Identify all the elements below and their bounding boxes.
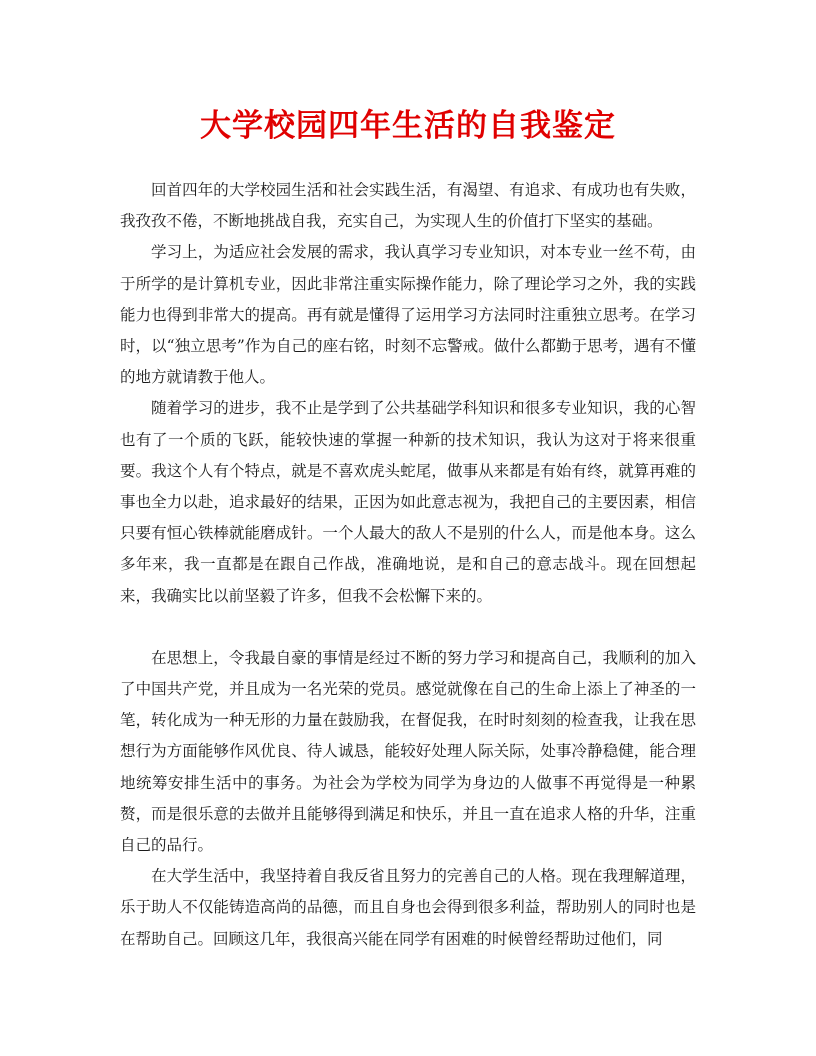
paragraph-study: 学习上，为适应社会发展的需求，我认真学习专业知识，对本专业一丝不苟，由于所学的是计算机专业，因此非常注重实际操作能力，除了理论学习之外，我的实践能力也得到非常大的提高。再有就是懂得了运用学习方法同时注重独立思考。在学习时，以“独立思考”作为自己的座右铭，时刻不忘警戒。做什么都勤于思考，遇有不懂的地方就请教于他人。 (120, 243, 696, 387)
paragraph-intro: 回首四年的大学校园生活和社会实践生活，有渴望、有追求、有成功也有失败，我孜孜不倦，不断地挑战自我，充实自己，为实现人生的价值打下坚实的基础。 (120, 181, 696, 231)
paragraph-life: 在大学生活中，我坚持着自我反省且努力的完善自己的人格。现在我理解道理，乐于助人不仅能铸造高尚的品德，而且自身也会得到很多利益，帮助别人的同时也是在帮助自己。回顾这几年，我很高兴能在同学有困难的时候曾经帮助过他们，同 (120, 867, 696, 948)
paragraph-ideology: 在思想上，令我最自豪的事情是经过不断的努力学习和提高自己，我顺利的加入了中国共产党，并且成为一名光荣的党员。感觉就像在自己的生命上添上了神圣的一笔，转化成为一种无形的力量在鼓励我，在督促我，在时时刻刻的检查我，让我在思想行为方面能够作风优良、待人诚恳，能较好处理人际关际，处事冷静稳健，能合理地统筹安排生活中的事务。为社会为学校为同学为身边的人做事不再觉得是一种累赘，而是很乐意的去做并且能够得到满足和快乐，并且一直在追求人格的升华，注重自己的品行。 (120, 648, 696, 855)
document-body (120, 175, 696, 955)
paragraph-progress: 随着学习的进步，我不止是学到了公共基础学科知识和很多专业知识，我的心智也有了一个质的飞跃，能较快速的掌握一种新的技术知识，我认为这对于将来很重要。我这个人有个特点，就是不喜欢虎头蛇尾，做事从来都是有始有终，就算再难的事也全力以赴，追求最好的结果，正因为如此意志视为，我把自己的主要因素，相信只要有恒心铁棒就能磨成针。一个人最大的敌人不是别的什么人，而是他本身。这么多年来，我一直都是在跟自己作战，准确地说，是和自己的意志战斗。现在回想起来，我确实比以前坚毅了许多，但我不会松懈下来的。 (120, 399, 696, 605)
document-title: 大学校园四年生活的自我鉴定 (200, 108, 616, 144)
